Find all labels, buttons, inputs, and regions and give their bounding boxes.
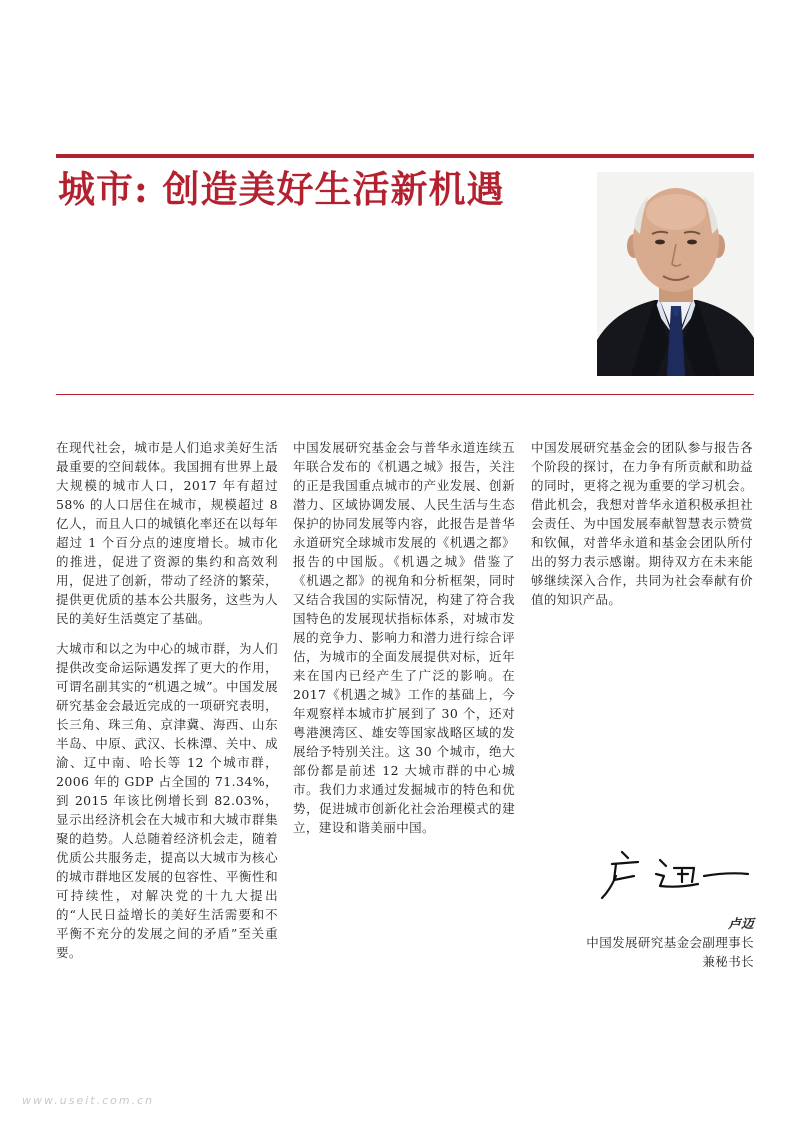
text-column-3 (531, 438, 753, 620)
signatory-block (586, 914, 754, 971)
title-top-rule (56, 154, 754, 158)
signatory-name: 卢迈 (728, 916, 754, 931)
text-column-2 (293, 438, 515, 848)
page-title: 城市: 创造美好生活新机遇 (58, 167, 505, 211)
paragraph: 在现代社会，城市是人们追求美好生活最重要的空间载体。我国拥有世界上最大规模的城市人口，2017 年有超过 58% 的人口居住在城市，规模超过 8 亿人，而且人口的城镇化率还在以每年超过 1 个百分点的速度增长。城市化的推进，促进了资源的集约和高效利用，促进了创新，带动了经济的繁荣，提供更优质的基本公共服务，这些为人民的美好生活奠定了基础。 (56, 440, 278, 626)
paragraph: 中国发展研究基金会的团队参与报告各个阶段的探讨，在力争有所贡献和助益的同时，更将之视为重要的学习机会。借此机会，我想对普华永道积极承担社会责任、为中国发展奉献智慧表示赞赏和钦佩，对普华永道和基金会团队所付出的努力表示感谢。期待双方在未来能够继续深入合作，共同为社会奉献有价值的知识产品。 (531, 440, 753, 607)
signatory-title-2: 兼秘书长 (702, 954, 754, 969)
signatory-title: 中国发展研究基金会副理事长 (586, 935, 754, 950)
handwritten-signature (598, 846, 756, 902)
watermark: www.useit.com.cn (22, 1094, 155, 1107)
paragraph: 中国发展研究基金会与普华永道连续五年联合发布的《机遇之城》报告，关注的正是我国重点城市的产业发展、创新潜力、区域协调发展、人民生活与生态保护的协同发展等内容，此报告是普华永道研究全球城市发展的《机遇之都》报告的中国版。《机遇之城》借鉴了《机遇之都》的视角和分析框架，同时又结合我国的实际情况，构建了符合我国特色的发展现状指标体系，对城市发展的竞争力、影响力和潜力进行综合评估，为城市的全面发展提供对标，近年来在国内已经产生了广泛的影响。在 2017《机遇之城》工作的基础上，今年观察样本城市扩展到了 30 个，还对粤港澳湾区、雄安等国家战略区域的发展给予特别关注。这 30 个城市，绝大部份都是前述 12 大城市群的中心城市。我们力求通过发掘城市的特色和优势，促进城市创新化社会治理模式的建立，建设和谐美丽中国。 (293, 440, 515, 835)
text-column-1 (56, 438, 278, 973)
author-portrait (597, 172, 754, 376)
paragraph: 大城市和以之为中心的城市群，为人们提供改变命运际遇发挥了更大的作用，可谓名副其实的“机遇之城”。中国发展研究基金会最近完成的一项研究表明，长三角、珠三角、京津冀、海西、山东半岛、中原、武汉、长株潭、关中、成渝、辽中南、哈长等 12 个城市群，2006 年的 GDP 占全国的 71.34%，到 2015 年该比例增长到 82.03%，显示出经济机会在大城市和大城市群集聚的趋势。人总随着经济机会走，随着优质公共服务走，提高以大城市为核心的城市群地区发展的包容性、平衡性和可持续性，对解决党的十九大提出的“人民日益增长的美好生活需要和不平衡不充分的发展之间的矛盾”至关重要。 (56, 641, 278, 960)
section-divider (56, 394, 754, 395)
